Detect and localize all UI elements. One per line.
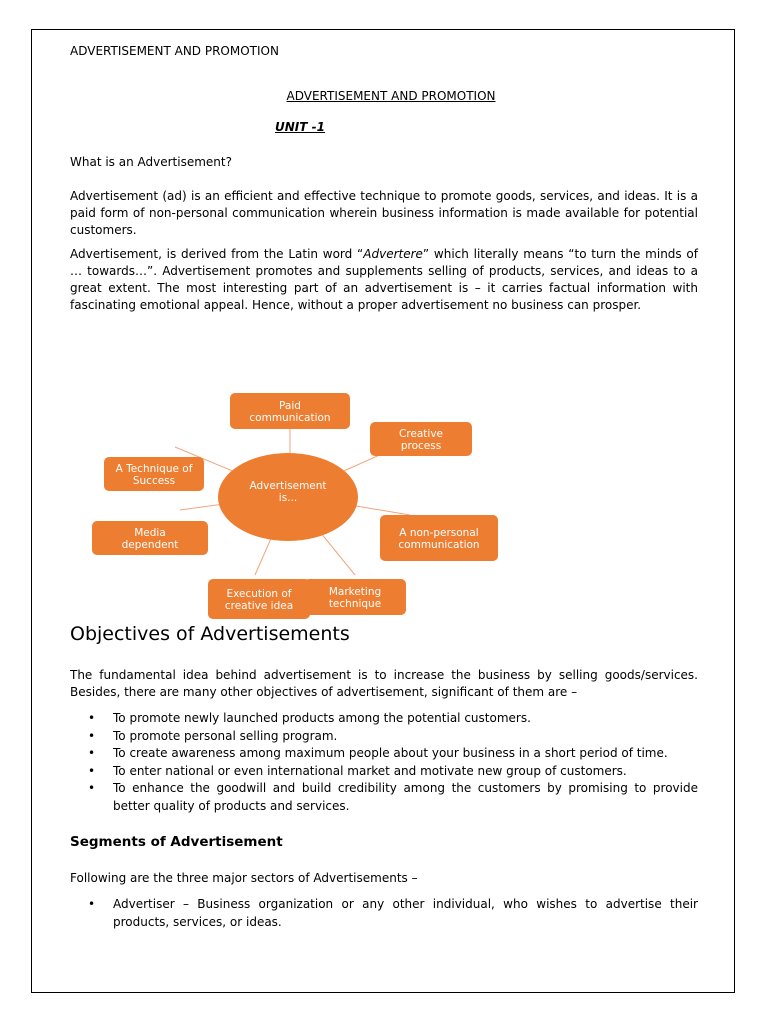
document-page — [31, 29, 735, 993]
segments-intro: Following are the three major sectors of Advertisements – — [70, 871, 418, 885]
objectives-list — [70, 710, 698, 816]
node-paid-communication-label: communication — [249, 412, 331, 424]
question-heading: What is an Advertisement? — [70, 155, 232, 169]
list-item: • To create awareness among maximum people about your business in a short period of time. — [70, 745, 698, 763]
node-marketing-technique-label: Marketing — [328, 586, 382, 598]
latin-word: Advertere — [363, 247, 423, 261]
etymology-text-end: ” which literally means “to turn the minds of … towards…”. Advertisement promotes and supplements selling of products, services, and ideas to a great extent. The most interesting part of an advertisement is – it carries factual information with fascinating emotional appeal. Hence, without a proper advertisement no business can prosper. — [70, 247, 699, 312]
list-item: • To promote newly launched products among the potential customers. — [70, 710, 698, 728]
advertisement-mind-map — [90, 385, 510, 612]
node-non-personal-communication-label: communication — [398, 539, 480, 551]
document-title: ADVERTISEMENT AND PROMOTION — [286, 89, 496, 103]
node-marketing-technique-label: technique — [328, 598, 382, 610]
list-item: • To promote personal selling program. — [70, 728, 698, 746]
node-media-dependent-label: dependent — [121, 539, 179, 551]
list-item: • To enter national or even international market and motivate new group of customers. — [70, 763, 698, 781]
segments-list — [70, 896, 698, 931]
running-header: ADVERTISEMENT AND PROMOTION — [70, 44, 279, 58]
node-execution-creative-idea-label: Execution of — [226, 588, 292, 600]
node-technique-of-success-label: Success — [132, 475, 176, 487]
center-node-label: Advertisement — [249, 480, 327, 492]
node-non-personal-communication-label: A non-personal — [399, 527, 479, 539]
unit-heading: UNIT -1 — [275, 120, 325, 134]
center-node-label: is... — [278, 492, 298, 504]
etymology-paragraph — [70, 246, 698, 314]
node-media-dependent-label: Media — [134, 527, 166, 539]
objectives-heading: Objectives of Advertisements — [70, 623, 350, 645]
segments-heading: Segments of Advertisement — [70, 834, 283, 850]
definition-paragraph: Advertisement (ad) is an efficient and effective technique to promote goods, services, and ideas. It is a paid form of non-personal communication wherein business information is made available for potential customers. — [70, 189, 698, 237]
etymology-text-start: Advertisement, is derived from the Latin word “ — [70, 247, 364, 261]
node-execution-creative-idea-label: creative idea — [224, 600, 294, 612]
node-creative-process-label: Creative — [398, 428, 444, 440]
node-technique-of-success-label: A Technique of — [115, 463, 193, 475]
objectives-intro: The fundamental idea behind advertisement is to increase the business by selling goods/services. Besides, there are many other objectives of advertisement, significant of them are – — [70, 668, 698, 699]
list-item: • Advertiser – Business organization or any other individual, who wishes to advertise their products, services, or ideas. — [70, 896, 698, 931]
node-paid-communication-label: Paid — [279, 400, 301, 412]
node-creative-process-label: process — [400, 440, 442, 452]
list-item: • To enhance the goodwill and build credibility among the customers by promising to provide better quality of products and services. — [70, 780, 698, 815]
